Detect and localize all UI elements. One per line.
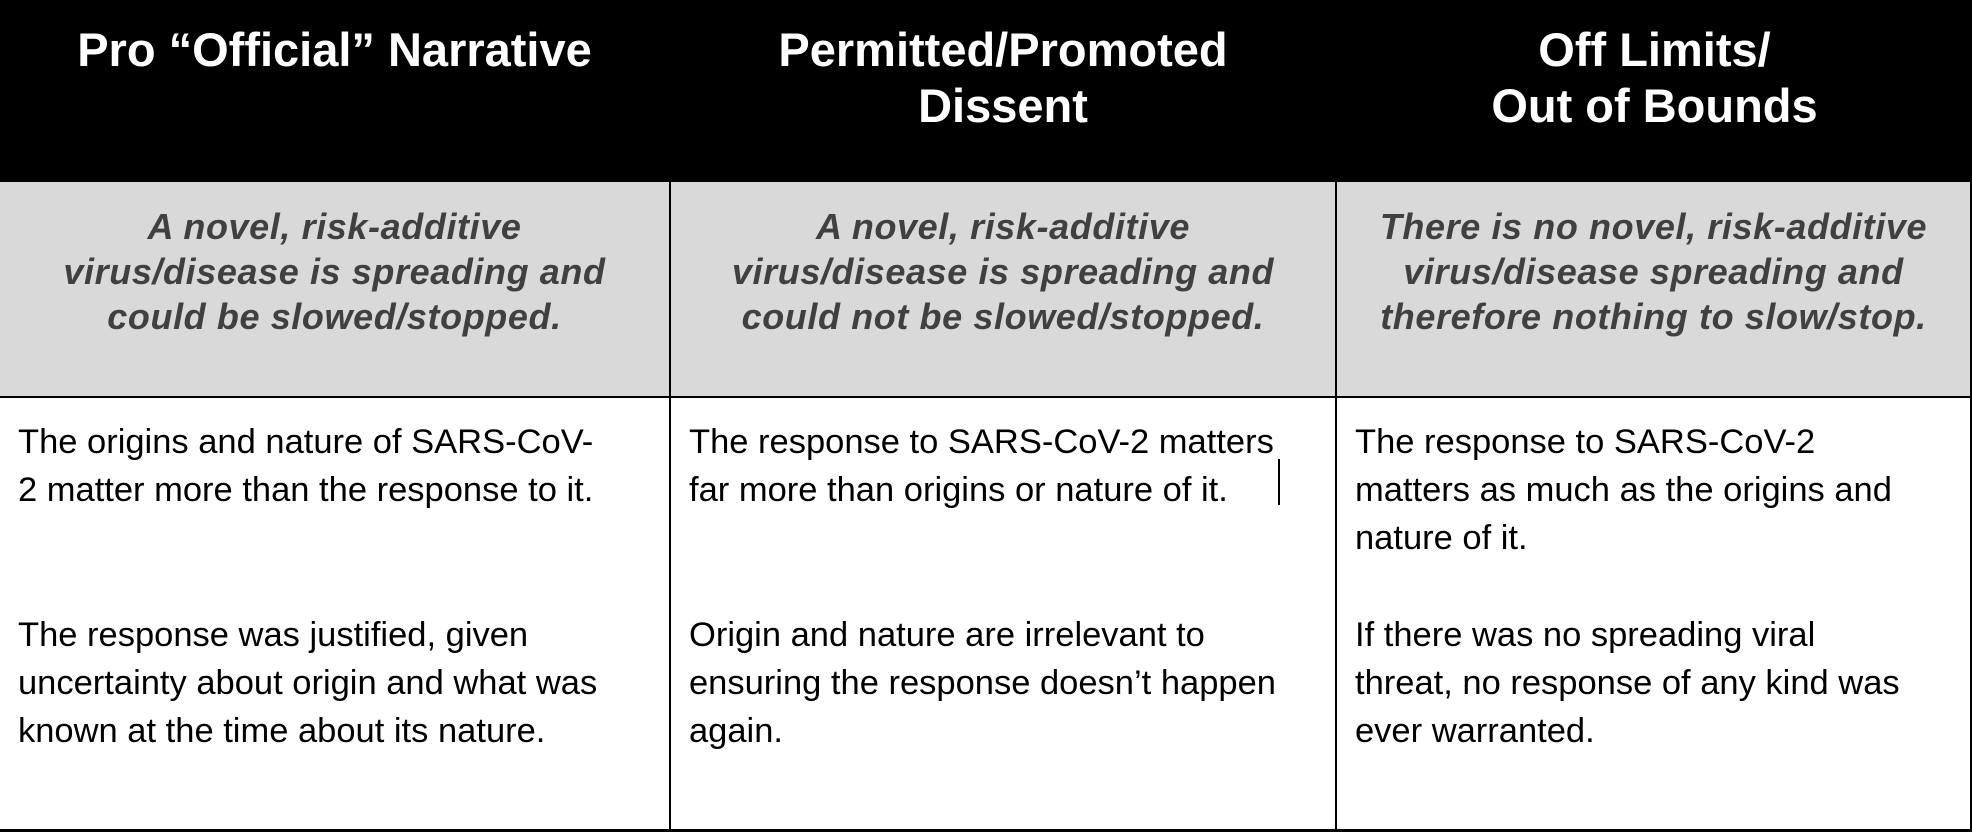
body-paragraph: The origins and nature of SARS-CoV- 2 matter more than the response to it. [18,423,594,509]
header-cell-permitted [669,0,1335,179]
body-row [0,396,1972,832]
premise-cell-official [0,182,669,396]
premise-text: A novel, risk-additive virus/disease is spreading and could not be slowed/stopped. [731,206,1275,337]
body-paragraph: The response was justified, given uncertainty about origin and what was known at the time about its nature. [18,616,598,750]
premise-cell-off-limits [1335,182,1972,396]
body-paragraph: The response to SARS-CoV-2 matters as much as the origins and nature of it. [1355,423,1892,557]
table-header-row [0,0,1972,179]
body-paragraph: Origin and nature are irrelevant to ensuring the response doesn’t happen again. [689,616,1276,750]
body-paragraph: If there was no spreading viral threat, no response of any kind was ever warranted. [1355,616,1900,750]
column-title: Pro “Official” Narrative [77,23,592,76]
column-title: Permitted/Promoted Dissent [778,23,1228,132]
body-cell-official[interactable] [0,398,669,832]
text-cursor [1278,459,1280,505]
premise-row [0,179,1972,396]
premise-text: A novel, risk-additive virus/disease is spreading and could be slowed/stopped. [63,206,606,337]
body-cell-off-limits[interactable] [1335,398,1972,832]
premise-cell-permitted [669,182,1335,396]
table-bottom-border [0,829,1972,832]
body-cell-permitted[interactable] [669,398,1335,832]
premise-text: There is no novel, risk-additive virus/disease spreading and therefore nothing to slow/stop. [1379,206,1928,337]
body-paragraph: The response to SARS-CoV-2 matters far more than origins or nature of it. [689,423,1274,509]
header-cell-off-limits [1335,0,1972,179]
header-cell-official [0,0,669,179]
column-title: Off Limits/ Out of Bounds [1491,23,1818,132]
